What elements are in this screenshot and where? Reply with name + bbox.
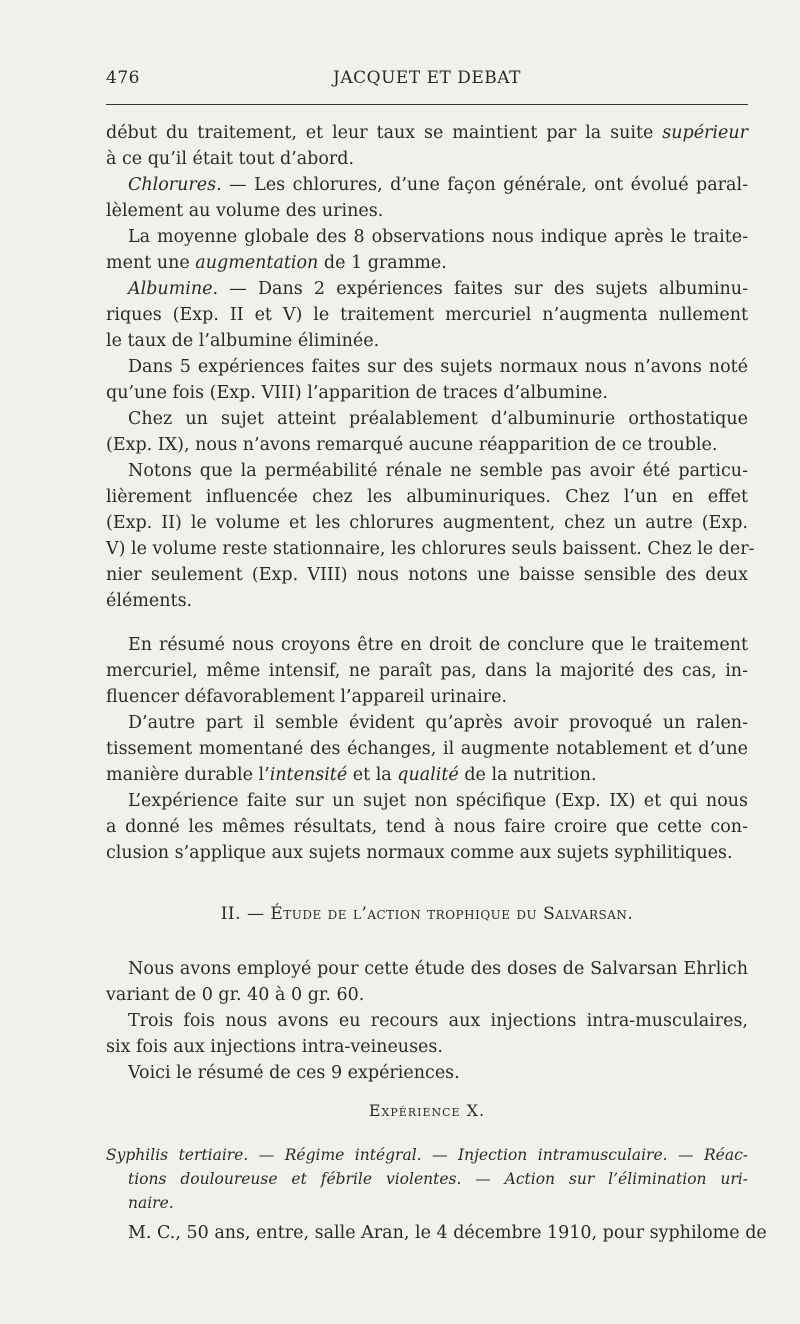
text-run: début du traitement, et leur taux se maintient par la suite bbox=[106, 123, 663, 143]
text-line bbox=[106, 146, 748, 172]
text-line: M. C., 50 ans, entre, salle Aran, le 4 décembre 1910, pour syphilome de bbox=[128, 1223, 767, 1243]
text-line bbox=[106, 562, 748, 588]
text-line bbox=[106, 276, 748, 302]
body-text-conclusion bbox=[106, 632, 748, 866]
text-line bbox=[106, 788, 748, 814]
body-text-final bbox=[106, 1220, 767, 1246]
text-line bbox=[106, 840, 748, 866]
text-line bbox=[106, 380, 748, 406]
text-line bbox=[106, 1191, 748, 1215]
text-line bbox=[106, 432, 748, 458]
text-line bbox=[106, 510, 748, 536]
italic-run: qualité bbox=[397, 765, 459, 785]
text-run: et la bbox=[347, 765, 398, 785]
text-run: variant de 0 gr. 40 à 0 gr. 60. bbox=[106, 985, 365, 1005]
text-run: clusion s’applique aux sujets normaux comme aux sujets syphilitiques. bbox=[106, 843, 733, 863]
italic-run: augmentation bbox=[195, 253, 319, 273]
text-run: Trois fois nous avons eu recours aux injections intra-musculaires, bbox=[128, 1011, 748, 1031]
text-run: fluencer défavorablement l’appareil urinaire. bbox=[106, 687, 508, 707]
text-run: Notons que la perméabilité rénale ne semble pas avoir été particu- bbox=[128, 461, 748, 481]
text-line bbox=[106, 1034, 748, 1060]
section-heading: II. — Étude de l’action trophique du Salvarsan. bbox=[220, 904, 634, 924]
text-run: Nous avons employé pour cette étude des doses de Salvarsan Ehrlich bbox=[128, 959, 748, 979]
text-run: — Dans 2 expériences faites sur des sujets albuminu- bbox=[218, 279, 748, 299]
text-line bbox=[106, 328, 748, 354]
text-line bbox=[106, 302, 748, 328]
text-run: naire. bbox=[128, 1194, 174, 1212]
text-line bbox=[106, 632, 748, 658]
text-line bbox=[106, 1167, 748, 1191]
experience-heading: Expérience X. bbox=[368, 1101, 486, 1120]
text-run: de 1 gramme. bbox=[318, 253, 447, 273]
text-line bbox=[106, 120, 748, 146]
text-line bbox=[106, 406, 748, 432]
text-run: qu’une fois (Exp. VIII) l’apparition de traces d’albumine. bbox=[106, 383, 608, 403]
text-line bbox=[106, 1060, 748, 1086]
text-run: ment une bbox=[106, 253, 196, 273]
text-run: — Les chlorures, d’une façon générale, ont évolué paral- bbox=[221, 175, 748, 195]
italic-run: supérieur bbox=[662, 123, 748, 143]
text-run: La moyenne globale des 8 observations nous indique après le traite- bbox=[128, 227, 748, 247]
text-run: (Exp. II) le volume et les chlorures augmentent, chez un autre (Exp. bbox=[106, 513, 748, 533]
text-line bbox=[106, 536, 755, 562]
text-run: de la nutrition. bbox=[458, 765, 597, 785]
text-run: Syphilis tertiaire. — Régime intégral. — Injection intramusculaire. — Réac- bbox=[106, 1146, 748, 1164]
text-run: éléments. bbox=[106, 591, 193, 611]
body-text-top bbox=[106, 120, 755, 614]
text-run: mercuriel, même intensif, ne paraît pas, dans la majorité des cas, in- bbox=[106, 661, 748, 681]
text-run: lièrement influencée chez les albuminuriques. Chez l’un en effet bbox=[106, 487, 748, 507]
text-line bbox=[106, 224, 748, 250]
text-run: L’expérience faite sur un sujet non spécifique (Exp. IX) et qui nous bbox=[128, 791, 748, 811]
text-run: V) le volume reste stationnaire, les chlorures seuls baissent. Chez le der- bbox=[106, 539, 755, 559]
text-line bbox=[106, 354, 748, 380]
text-line bbox=[106, 684, 748, 710]
text-line bbox=[106, 982, 748, 1008]
text-line bbox=[106, 198, 748, 224]
header-rule bbox=[106, 104, 748, 105]
text-run: riques (Exp. II et V) le traitement mercuriel n’augmenta nullement bbox=[106, 305, 748, 325]
text-line bbox=[106, 814, 748, 840]
text-line bbox=[106, 762, 748, 788]
italic-run: Chlorures. bbox=[128, 175, 222, 195]
text-run: lèlement au volume des urines. bbox=[106, 201, 384, 221]
text-line bbox=[106, 658, 748, 684]
text-run: Dans 5 expériences faites sur des sujets normaux nous n’avons noté bbox=[128, 357, 748, 377]
text-run: (Exp. IX), nous n’avons remarqué aucune réapparition de ce trouble. bbox=[106, 435, 718, 455]
text-line bbox=[106, 1008, 748, 1034]
text-run: Voici le résumé de ces 9 expériences. bbox=[128, 1063, 460, 1083]
text-run: à ce qu’il était tout d’abord. bbox=[106, 149, 355, 169]
body-text-salvarsan bbox=[106, 956, 748, 1086]
text-run: tissement momentané des échanges, il augmente notablement et d’une bbox=[106, 739, 748, 759]
page-number: 476 bbox=[106, 68, 140, 88]
text-run: Chez un sujet atteint préalablement d’albuminurie orthostatique bbox=[128, 409, 748, 429]
italic-run: Albumine. bbox=[128, 279, 219, 299]
text-run: tions douloureuse et fébrile violentes. — Action sur l’élimination uri- bbox=[128, 1170, 748, 1188]
running-header bbox=[106, 68, 748, 98]
text-line bbox=[106, 250, 748, 276]
text-run: D’autre part il semble évident qu’après avoir provoqué un ralen- bbox=[128, 713, 748, 733]
text-line bbox=[106, 172, 748, 198]
text-line bbox=[106, 484, 748, 510]
text-run: le taux de l’albumine éliminée. bbox=[106, 331, 380, 351]
text-line bbox=[106, 956, 748, 982]
text-line bbox=[106, 736, 748, 762]
italic-run: intensité bbox=[269, 765, 348, 785]
text-run: En résumé nous croyons être en droit de conclure que le traitement bbox=[128, 635, 748, 655]
running-title: JACQUET ET DEBAT bbox=[333, 68, 521, 88]
experiment-summary bbox=[106, 1143, 748, 1215]
text-run: nier seulement (Exp. VIII) nous notons une baisse sensible des deux bbox=[106, 565, 748, 585]
text-line bbox=[106, 458, 748, 484]
text-run: manière durable l’ bbox=[106, 765, 270, 785]
text-line bbox=[106, 710, 748, 736]
text-line bbox=[106, 1143, 748, 1167]
text-run: six fois aux injections intra-veineuses. bbox=[106, 1037, 443, 1057]
text-line bbox=[106, 588, 748, 614]
text-run: a donné les mêmes résultats, tend à nous faire croire que cette con- bbox=[106, 817, 748, 837]
